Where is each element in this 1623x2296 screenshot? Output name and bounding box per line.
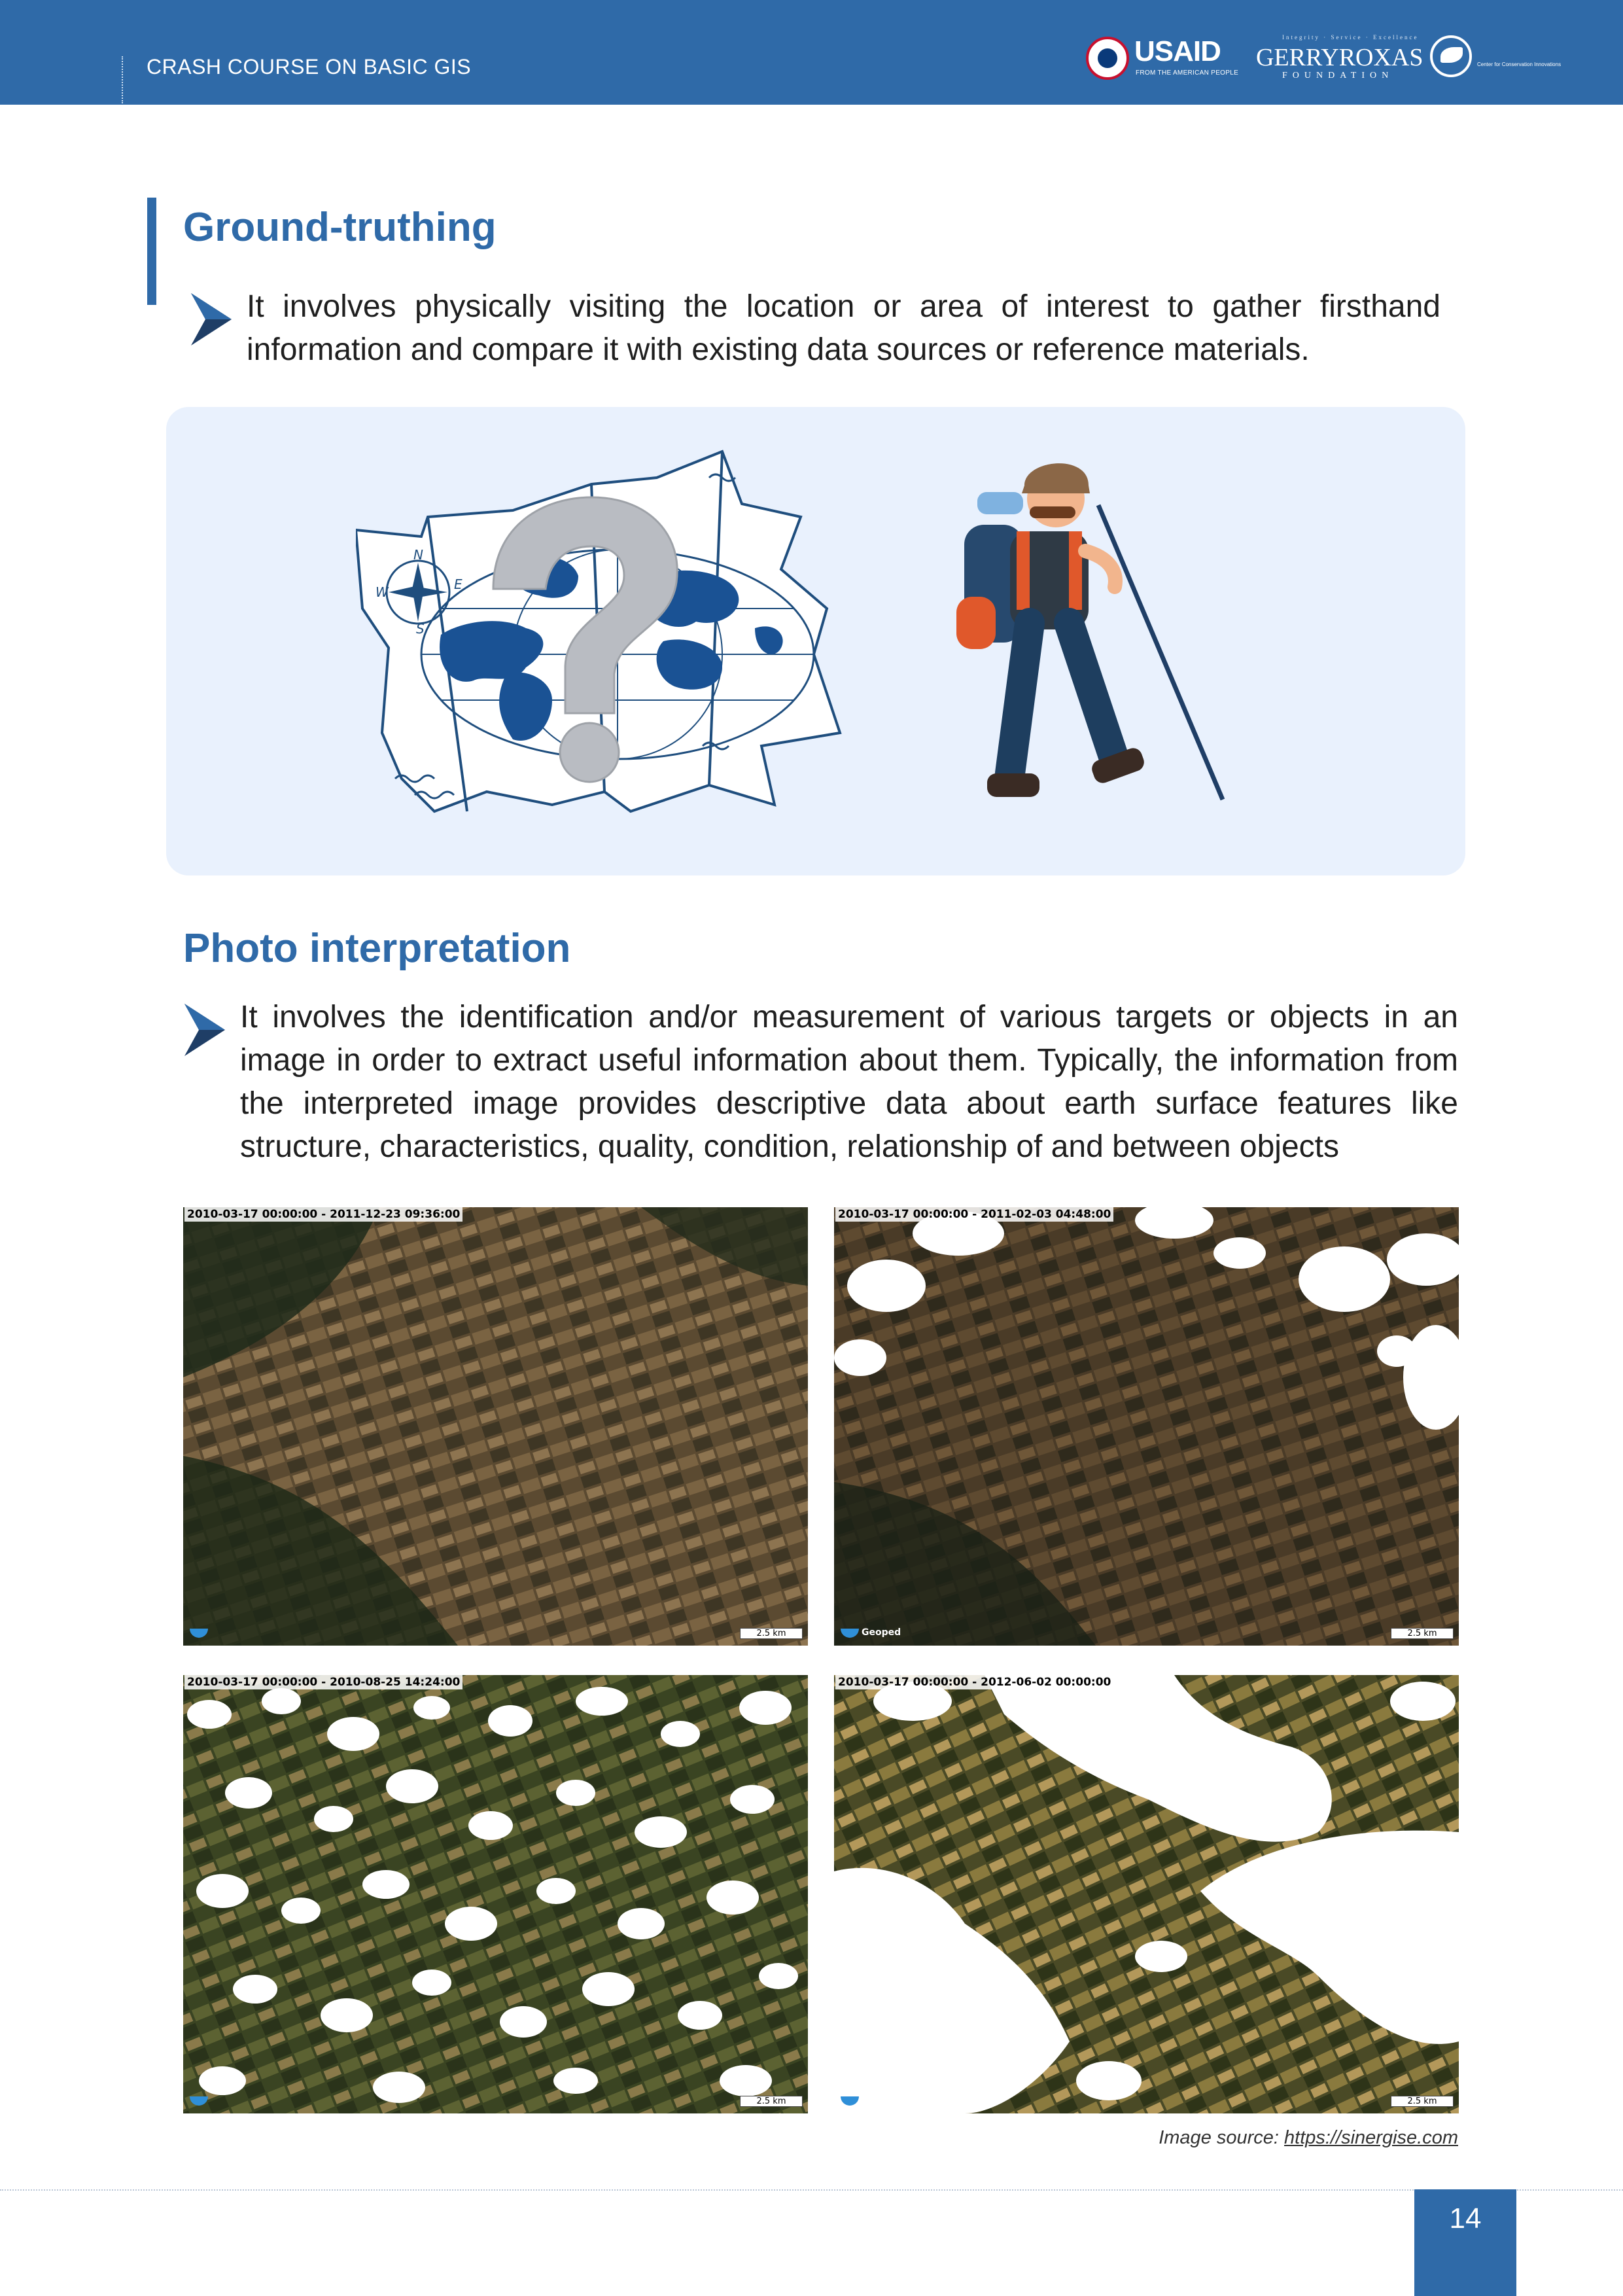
- ground-truthing-text: It involves physically visiting the location or area of interest to gather firsthand information and compare it with existing data sources or reference materials.: [247, 289, 1440, 367]
- satellite-image-2: [834, 1207, 1459, 1646]
- satellite-image-3: [183, 1675, 808, 2113]
- header-divider: [122, 56, 123, 103]
- bullet-arrow-icon: [184, 1004, 225, 1056]
- ground-truthing-heading: Ground-truthing: [183, 205, 497, 250]
- ccf-logo: [1430, 35, 1562, 81]
- compass-north-label: N: [413, 547, 423, 563]
- gerry-roxas-tagline: Integrity · Service · Excellence: [1282, 34, 1419, 41]
- usaid-subtitle: FROM THE AMERICAN PEOPLE: [1136, 69, 1239, 77]
- image-source-label: Image source:: [1159, 2127, 1285, 2148]
- header-title: CRASH COURSE ON BASIC GIS: [147, 55, 472, 79]
- image-timestamp: 2010-03-17 00:00:00 - 2010-08-25 14:24:00: [184, 1675, 462, 1689]
- bullet-arrow-icon: [191, 293, 232, 345]
- usaid-logo: [1086, 34, 1239, 81]
- ccf-wordmark: Center for Conservation Innovations: [1477, 62, 1562, 67]
- hiker-illustration: [951, 446, 1291, 852]
- gerry-roxas-wordmark: GERRYROXAS: [1256, 44, 1423, 71]
- geopedia-logo-text: Geoped: [862, 1627, 901, 1638]
- compass-west-label: W: [375, 584, 389, 600]
- compass-east-label: E: [454, 576, 462, 592]
- scale-bar: 2.5 km: [1391, 2096, 1454, 2107]
- section-accent-bar: [147, 198, 156, 305]
- image-timestamp: 2010-03-17 00:00:00 - 2011-12-23 09:36:00: [184, 1207, 462, 1222]
- folded-map-illustration: [356, 438, 866, 857]
- satellite-image-4: [834, 1675, 1459, 2113]
- image-source-caption: [1159, 2127, 1458, 2149]
- scale-bar: 2.5 km: [740, 2096, 803, 2107]
- ccf-bird-icon: [1430, 35, 1472, 77]
- image-timestamp: 2010-03-17 00:00:00 - 2011-02-03 04:48:00: [835, 1207, 1113, 1222]
- illustration-card: [166, 407, 1465, 875]
- gerry-roxas-logo: [1256, 34, 1423, 84]
- page-number-box: [1414, 2189, 1516, 2296]
- footer-divider: [0, 2189, 1623, 2191]
- usaid-wordmark: USAID: [1134, 35, 1221, 67]
- scale-bar: 2.5 km: [740, 1628, 803, 1639]
- image-source-link[interactable]: https://sinergise.com: [1284, 2127, 1458, 2148]
- compass-south-label: S: [416, 621, 425, 637]
- satellite-image-1: [183, 1207, 808, 1646]
- gerry-roxas-subtitle: FOUNDATION: [1282, 71, 1394, 80]
- page-header: [0, 0, 1623, 105]
- photo-interpretation-heading: Photo interpretation: [183, 926, 571, 971]
- photo-interpretation-text: It involves the identification and/or measurement of various targets or objects in an image in order to extract useful information about them. Typically, the information from the interpreted image provides descriptive data about earth surface features like structure, characteristics, quality, condition, relationship of and between objects: [240, 1000, 1458, 1164]
- scale-bar: 2.5 km: [1391, 1628, 1454, 1639]
- image-timestamp: 2010-03-17 00:00:00 - 2012-06-02 00:00:00: [835, 1675, 1113, 1689]
- page-number: 14: [1449, 2202, 1482, 2234]
- usaid-seal-icon: [1086, 37, 1129, 80]
